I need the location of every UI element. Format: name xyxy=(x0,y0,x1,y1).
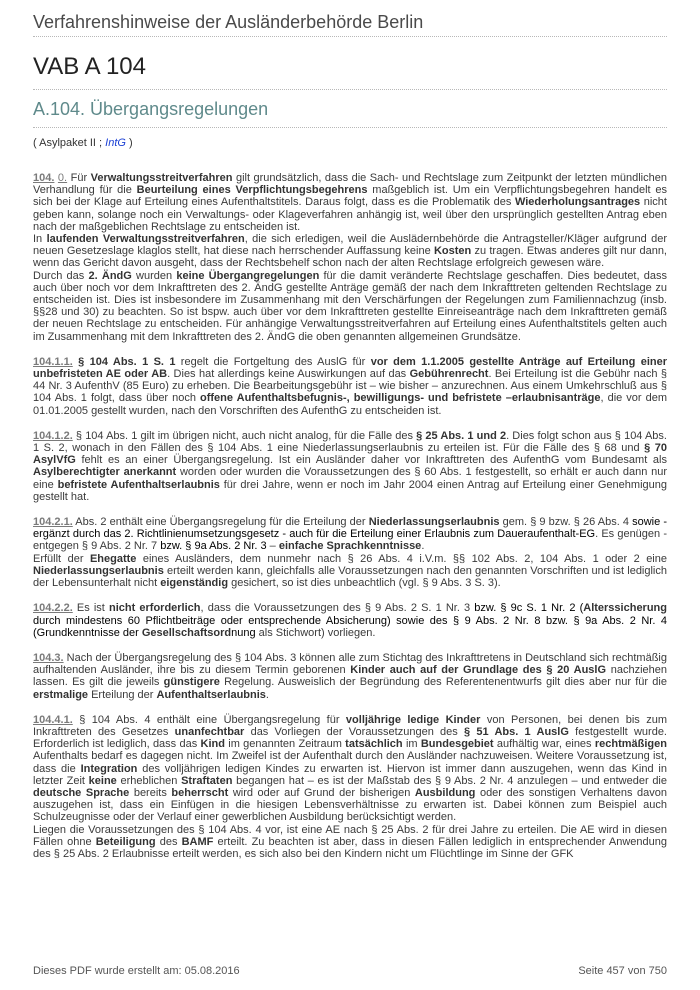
divider xyxy=(33,127,667,128)
site-title: Verfahrenshinweise der Ausländerbehörde Berlin xyxy=(33,0,667,37)
paragraph-anchor-104-3[interactable]: 104.3. xyxy=(33,651,64,664)
document-body xyxy=(33,172,667,860)
paragraph-anchor-104-2-2[interactable]: 104.2.2. xyxy=(33,602,73,615)
paragraph-anchor-104-4-1[interactable]: 104.4.1. xyxy=(33,713,73,726)
paragraph-anchor-104-1-1[interactable]: 104.1.1. xyxy=(33,355,73,368)
page-footer xyxy=(33,965,667,977)
paragraph-104-1-1: 104.1.1. § 104 Abs. 1 S. 1 regelt die Fortgeltung des AuslG für vor dem 1.1.2005 gestellte Anträge auf Erteilung einer unbefristeten AE oder AB. Dies hat allerdings keine Auswirkungen auf das Gebührenrecht. Bei Erteilung ist die Gebühr nach § 44 Nr. 3 AufenthV (85 Euro) zu erheben. Die Bearbeitungsgebühr ist – wie bisher – anzurechnen. Aus einem Umkehrschluß aus § 104 Abs. 1 folgt, dass über noch offene Aufenthaltsbefugnis-, bewilligungs- und befristete –erlaubnisanträge, die vor dem 01.01.2005 gestellt wurden, nach den Vorschriften des AufenthG zu entscheiden ist. xyxy=(33,355,668,417)
paragraph-104-3: 104.3. Nach der Übergangsregelung des § 104 Abs. 3 können alle zum Stichtag des Inkrafttretens in Deutschland sich rechtmäßig aufhaltenden Ausländer, ihre bis zu diesem Termin geborenen Kinder auch auf der Grundlage des § 20 AuslG nachziehen lassen. Es gilt die jeweils günstigere Regelung. Ausweislich der Begründung des Referentenentwurfs gilt dies aber nur für die erstmalige Erteilung der Aufenthaltserlaubnis. xyxy=(33,651,667,701)
source-open: ( Asylpaket II ; xyxy=(33,137,103,149)
created-date: Dieses PDF wurde erstellt am: 05.08.2016 xyxy=(33,965,240,977)
paragraph-104-2-1: 104.2.1. Abs. 2 enthält eine Übergangsregelung für die Erteilung der Niederlassungserlaubnis gem. § 9 bzw. § 26 Abs. 4 sowie - ergänzt durch das 2. Richtlinienumsetzungsgesetz - auch für die Erteilung einer Erlaubnis zum Daueraufenthalt-EG. Es genügen - entgegen § 9 Abs. 2 Nr. 7 bzw. § 9a Abs. 2 Nr. 3 – einfache Sprachkenntnisse. Erfüllt der Ehegatte eines Ausländers, dem nunmehr nach § 26 Abs. 4 i.V.m. §§ 102 Abs. 2, 104 Abs. 1 oder 2 eine Niederlassungserlaubnis erteilt werden kann, gleichfalls alle Voraussetzungen nach den genannten Vorschriften und ist lediglich der Lebensunterhalt nicht eigenständig gesichert, so ist dies unbeachtlich (vgl. § 9 Abs. 3 S. 3). xyxy=(33,516,667,590)
paragraph-104-1-2: 104.1.2. § 104 Abs. 1 gilt im übrigen nicht, auch nicht analog, für die Fälle des § 25 Abs. 1 und 2. Dies folgt schon aus § 104 Abs. 1 S. 2, wonach in den Fällen des § 104 Abs. 1 eine Niederlassungserlaubnis zu erteilen ist. Für die Fälle des § 68 und § 70 AsylVfG fehlt es an einer Übergangsregelung. Ist ein Ausländer daher vor Inkrafttreten des AufenthG vom Bundesamt als Asylberechtigter anerkannt worden oder wurden die Voraussetzungen des § 60 Abs. 1 festgestellt, so erhält er auch dann nur eine befristete Aufenthaltserlaubnis für drei Jahre, wenn er noch im Jahr 2004 einen Antrag auf Erteilung einer Genehmigung gestellt hat. xyxy=(33,429,668,503)
section-title: A.104. Übergangsregelungen xyxy=(33,99,269,119)
source-line xyxy=(33,137,667,149)
paragraph-anchor-0[interactable]: 0. xyxy=(57,172,68,184)
page-number: Seite 457 von 750 xyxy=(578,965,667,977)
paragraph-anchor-104[interactable]: 104. xyxy=(33,172,55,184)
page xyxy=(33,0,667,873)
paragraph-anchor-104-1-2[interactable]: 104.1.2. xyxy=(33,429,73,442)
document-title: VAB A 104 xyxy=(33,53,146,80)
paragraph-104-0: 104. 0. Für Verwaltungsstreitverfahren gilt grundsätzlich, dass die Sach- und Rechtslage zum Zeitpunkt der letzten mündlichen Verhandlung für die Beurteilung eines Verpflichtungsbegehrens maßgeblich ist. Um ein Verpflichtungsbegehren handelt es sich bei der Klage auf Erteilung eines Aufenthaltstitels. Daraus folgt, dass es die Problematik des Wiederholungsantrages nicht geben kann, solange noch ein Verwaltungs- oder Klageverfahren anhängig ist, weil über den ursprünglich gestellten Antrag eben nach der maßgeblichen Rechtslage zu entscheiden ist. In laufenden Verwaltungsstreitverfahren, die sich erledigen, weil die Auslädernbehörde die Antragsteller/Kläger aufgrund der neuen Gesetzeslage klaglos stellt, hat diese nach herrschender Auffassung keine Kosten zu tragen. Etwas anderes gilt nur dann, wenn das Gericht davon ausgeht, dass der Rechtsbehelf schon nach der alten Rechtslage erfolgreich gewesen wäre. Durch das 2. ÄndG wurden keine Übergangregelungen für die damit veränderte Rechtslage geschaffen. Dies bedeutet, dass auch über noch vor dem Inkrafttreten des 2. ÄndG gestellte Anträge gemäß der nach dem Inkrafttreten geltenden Rechtslage zu entscheiden ist. Dies ist insbesondere im Zusammenhang mit den Verschärfungen der Regelungen zum Familiennachzug (insb. §§28 und 30) zu beachten. So ist bspw. auch über vor dem Inkrafttreten gestellte Einreiseanträge nach dem Inkrafttreten gemäß der neuen Rechtslage zu entscheiden. Für anhängige Verwaltungsstreitverfahren auf Erteilung eines Aufenthaltstitels gelten auch im Zusammenhang mit dem Inkrafttreten des 2. ÄndG die oben genannten allgemeinen Grundsätze. xyxy=(33,172,667,343)
source-close: ) xyxy=(129,137,133,149)
paragraph-anchor-104-2-1[interactable]: 104.2.1. xyxy=(33,516,73,529)
divider xyxy=(33,89,667,90)
intg-link[interactable]: IntG xyxy=(105,137,126,149)
paragraph-104-4-1: 104.4.1. § 104 Abs. 4 enthält eine Übergangsregelung für volljährige ledige Kinder von Personen, bei denen bis zum Inkrafttreten des Gesetzes unanfechtbar das Vorliegen der Voraussetzungen des § 51 Abs. 1 AuslG festgestellt wurde. Erforderlich ist lediglich, dass das Kind im genannten Zeitraum tatsächlich im Bundesgebiet aufhältig war, eines rechtmäßigen Aufenthalts bedarf es dagegen nicht. Im Zweifel ist der Aufenthalt durch den Ausländer nachzuweisen. Weitere Voraussetzung ist, dass die Integration des volljährigen ledigen Kindes zu erwarten ist. Hiervon ist immer dann auszugehen, wenn das Kind in letzter Zeit keine erheblichen Straftaten begangen hat – es ist der Maßstab des § 9 Abs. 2 Nr. 4 anzulegen – und entweder die deutsche Sprache bereits beherrscht wird oder auf Grund der bisherigen Ausbildung oder des sonstigen Verhaltens davon auszugehen ist, dass ein Einfügen in die hiesigen Lebensverhältnisse zu erwarten ist. Dabei können zum Beispiel auch Schulzeugnisse oder der Verlauf einer gewerblichen Ausbildung berücksichtigt werden. Liegen die Voraussetzungen des § 104 Abs. 4 vor, ist eine AE nach § 25 Abs. 2 für drei Jahre zu erteilen. Die AE wird in diesen Fällen ohne Beteiligung des BAMF erteilt. Zu beachten ist aber, dass in diesen Fällen lediglich in entsprechender Anwendung des § 25 Abs. 2 Erlaubnisse erteilt werden, es sich also bei den Kindern nicht um Flüchtlinge im Sinne der GFK xyxy=(33,713,667,860)
paragraph-104-2-2: 104.2.2. Es ist nicht erforderlich, dass die Voraussetzungen des § 9 Abs. 2 S. 1 Nr. 3 bzw. § 9c S. 1 Nr. 2 (Alterssicherung durch mindestens 60 Pflichtbeiträge oder entsprechende Absicherung) sowie des § 9 Abs. 2 Nr. 8 bzw. § 9a Abs. 2 Nr. 4 (Grundkenntnisse der Gesellschaftsordnung als Stichwort) vorliegen. xyxy=(33,602,667,639)
